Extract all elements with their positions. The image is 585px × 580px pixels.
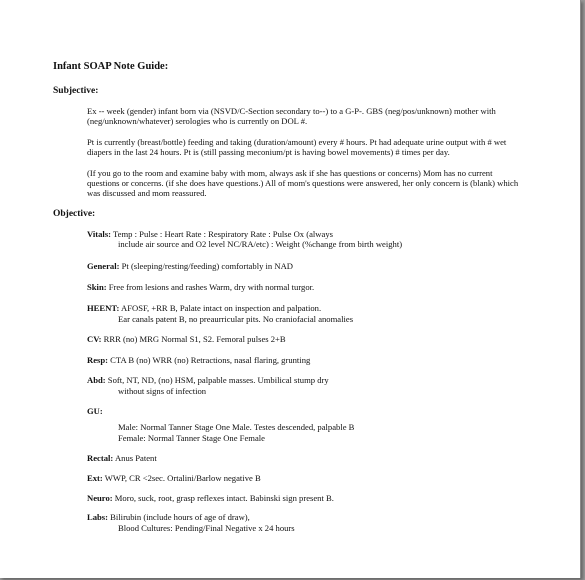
abd-text-line1: Soft, NT, ND, (no) HSM, palpable masses. Umbilical stump dry [107,375,329,386]
vitals-label: Vitals: [87,228,112,239]
objective-heading: Objective: [53,208,96,219]
neuro-text: Moro, suck, root, grasp reflexes intact. Babinski sign present B. [114,492,334,503]
resp-text: CTA B (no) WRR (no) Retractions, nasal flaring, grunting [110,354,311,365]
rectal-entry [87,453,543,463]
abd-label: Abd: [87,375,106,386]
subjective-paragraph-1: Ex -- week (gender) infant born via (NSVD/C-Section secondary to--) to a G-P-. GBS (neg/pos/unknown) mother with (neg/unknown/whatever) serologies who is currently on DOL #. [87,106,496,127]
cv-entry [87,334,543,344]
labs-text-line1: Bilirubin (include hours of age of draw), [110,512,250,523]
abd-entry [87,375,543,396]
heent-entry [87,303,543,324]
neuro-entry [87,493,543,503]
resp-label: Resp: [87,354,109,365]
labs-label: Labs: [87,512,109,523]
ext-text: WWP, CR <2sec. Ortalini/Barlow negative B [104,472,261,483]
ext-entry [87,473,543,483]
gu-label: GU: [87,405,103,416]
subjective-paragraph-2: Pt is currently (breast/bottle) feeding and taking (duration/amount) every # hours. Pt had adequate urine output with # wet diapers in the last 24 hours. Pt is (still passing meconium/pt is having bowel movements) # times per day. [87,136,507,158]
objective-section [87,229,543,533]
skin-label: Skin: [87,282,107,293]
gu-entry [87,406,543,443]
vitals-entry [87,229,543,250]
vitals-text-line2: include air source and O2 level NC/RA/etc) : Weight (%change from birth weight) [118,239,403,250]
skin-text: Free from lesions and rashes Warm, dry with normal turgor. [108,282,315,293]
resp-entry [87,355,543,365]
general-entry [87,261,543,271]
page-title: Infant SOAP Note Guide: [53,61,169,72]
gu-text-line2: Female: Normal Tanner Stage One Female [118,432,265,443]
heent-text-line2: Ear canals patent B, no preaurricular pits. No craniofacial anomalies [118,313,354,324]
gu-text-line1: Male: Normal Tanner Stage One Male. Testes descended, palpable B [118,422,355,433]
ext-label: Ext: [87,472,103,483]
cv-text: RRR (no) MRG Normal S1, S2. Femoral pulses 2+B [103,334,286,345]
subjective-paragraph-3: (If you go to the room and examine baby with mom, always ask if she has questions or concerns) Mom has no current questions or concerns. (if she does have questions.) All of mom's questions were answered, her only concern is (blank) which was discussed and mom reassured. [87,167,519,199]
subjective-heading: Subjective: [53,86,99,96]
general-text: Pt (sleeping/resting/feeding) comfortably in NAD [121,260,293,271]
neuro-label: Neuro: [87,492,113,503]
heent-label: HEENT: [87,303,120,314]
rectal-label: Rectal: [87,453,114,464]
document-content [53,60,543,533]
labs-text-line2: Blood Cultures: Pending/Final Negative x 24 hours [118,522,295,533]
heent-text-line1: AFOSF, +RR B, Palate intact on inspection and palpation. [121,303,322,314]
skin-entry [87,282,543,292]
cv-label: CV: [87,334,102,345]
abd-text-line2: without signs of infection [118,385,207,396]
vitals-text-line1: Temp : Pulse : Heart Rate : Respiratory Rate : Pulse Ox (always [113,228,333,239]
general-label: General: [87,260,120,271]
rectal-text: Anus Patent [114,453,157,464]
labs-entry [87,512,543,533]
